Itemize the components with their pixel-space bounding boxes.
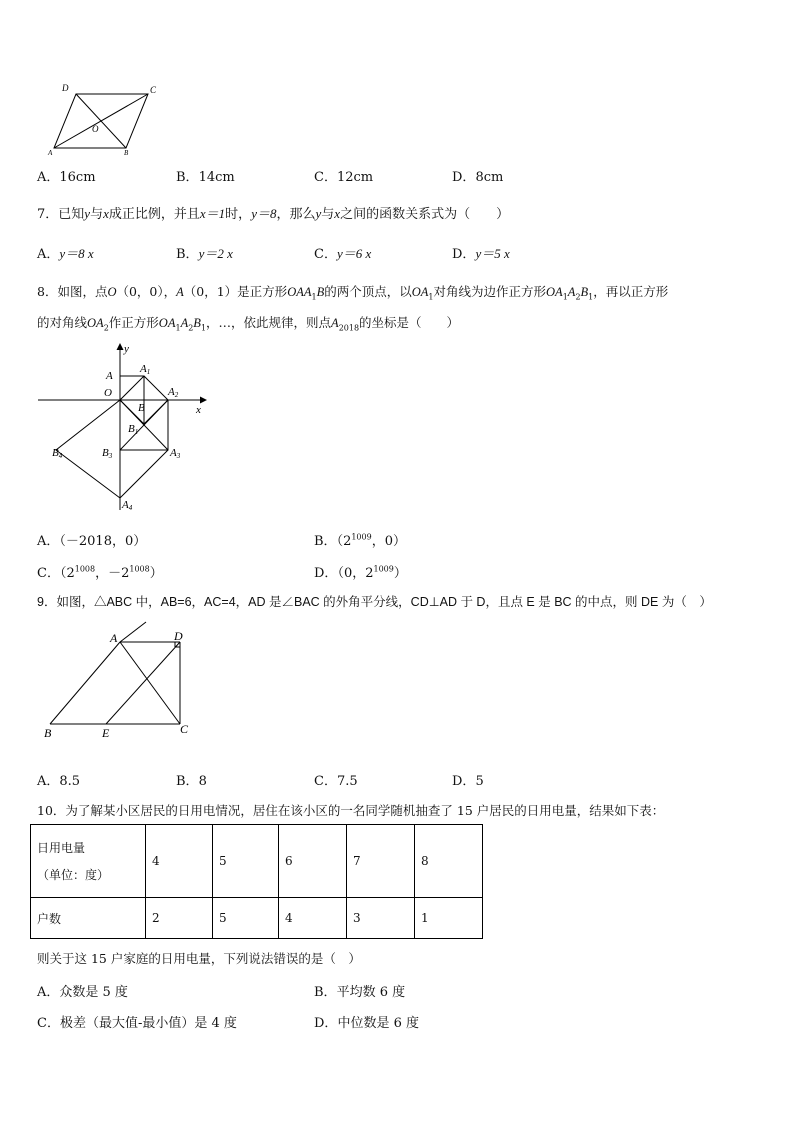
q8-square-spiral-figure	[36, 338, 216, 518]
q6-label-A: A	[48, 149, 53, 156]
q8-option-d: D．（0，$2^{1009}$）	[314, 564, 407, 581]
q9-label-A: A	[110, 631, 118, 645]
q8-label-x: x	[196, 404, 201, 416]
q10-option-d: D．中位数是 6 度	[314, 1016, 419, 1031]
q9-option-a: A．8.5	[37, 774, 81, 789]
q6-option-b: B．14cm	[176, 170, 235, 185]
q8-option-c: C．（$2^{1008}$，$-2^{1008}$）	[37, 564, 163, 581]
table-cell: 7	[347, 825, 415, 898]
q10-data-table	[30, 824, 483, 939]
q8-label-B4: B4	[52, 447, 63, 460]
q10-option-b: B．平均数 6 度	[314, 985, 406, 1000]
q9-triangle-figure	[40, 620, 200, 742]
q6-label-C: C	[150, 85, 157, 95]
q7-option-b: B．y＝2 x	[176, 246, 233, 262]
table-cell: 8	[415, 825, 483, 898]
q8-label-B: B	[138, 402, 145, 414]
q8-option-a: A．（－2018，0）	[37, 534, 147, 549]
table-cell: 4	[146, 825, 213, 898]
q9-option-b: B．8	[176, 774, 207, 789]
table-cell: 2	[146, 898, 213, 939]
q9-label-B: B	[44, 726, 52, 740]
q9-question: 9．如图，△ABC 中，AB=6，AC=4，AD 是∠BAC 的外角平分线，CD⊥AD 于 D，且点 E 是 BC 的中点，则 DE 为（ ）	[37, 595, 712, 609]
q6-label-O: O	[92, 124, 99, 134]
q10-header-usage: 日用电量 （单位：度）	[31, 825, 146, 898]
q8-label-A2: A2	[168, 386, 179, 399]
q8-option-b: B．（$2^{1009}$，0）	[314, 532, 406, 549]
q9-option-d: D．5	[452, 774, 484, 789]
q8-question-line1: 8．如图，点O（0，0），A（0，1）是正方形$OAA_1B$的两个顶点，以$OA_1$对角线为边作正方形$OA_1A_2B_1$，再以正方形	[37, 284, 669, 302]
q10-header-households: 户数	[31, 898, 146, 939]
q9-label-D: D	[174, 629, 183, 643]
table-cell: 1	[415, 898, 483, 939]
q6-parallelogram-figure	[44, 80, 164, 156]
q7-option-d: D．y＝5 x	[452, 246, 510, 262]
table-cell: 6	[279, 825, 347, 898]
q8-label-A: A	[106, 370, 113, 382]
q6-option-d: D．8cm	[452, 170, 504, 185]
table-row	[31, 898, 483, 939]
table-cell: 4	[279, 898, 347, 939]
q7-question: 7．已知y与x成正比例，并且x＝1时，y＝8，那么y与x之间的函数关系式为（ ）	[37, 206, 510, 222]
q6-label-B: B	[124, 149, 129, 156]
q8-question-line2: 的对角线$OA_2$作正方形$OA_1A_2B_1$，…，依此规律，则点$A_{2018}$的坐标是（ ）	[37, 315, 460, 333]
table-cell: 5	[213, 898, 279, 939]
q9-option-c: C．7.5	[314, 774, 358, 789]
q6-option-a: A．16cm	[37, 170, 96, 185]
q8-label-A3: A3	[170, 447, 181, 460]
q8-label-y: y	[124, 343, 129, 355]
q10-option-c: C．极差（最大值-最小值）是 4 度	[37, 1016, 237, 1031]
q8-label-B1: B1	[128, 423, 139, 436]
q10-question: 10．为了解某小区居民的日用电情况，居住在该小区的一名同学随机抽查了 15 户居民的日用电量，结果如下表：	[37, 803, 665, 818]
table-row	[31, 825, 483, 898]
q7-option-a: A．y＝8 x	[37, 246, 94, 262]
q9-label-E: E	[102, 726, 110, 740]
q8-label-A4: A4	[122, 499, 133, 512]
q8-label-B3: B3	[102, 447, 113, 460]
table-cell: 5	[213, 825, 279, 898]
table-cell: 3	[347, 898, 415, 939]
q7-option-c: C．y＝6 x	[314, 246, 372, 262]
q6-label-D: D	[62, 83, 69, 93]
q8-label-A1: A1	[140, 363, 151, 376]
q10-subquestion: 则关于这 15 户家庭的日用电量，下列说法错误的是（ ）	[37, 951, 361, 966]
q9-label-C: C	[180, 722, 189, 736]
q10-option-a: A．众数是 5 度	[37, 985, 128, 1000]
q6-option-c: C．12cm	[314, 170, 374, 185]
q8-label-O: O	[104, 387, 112, 399]
